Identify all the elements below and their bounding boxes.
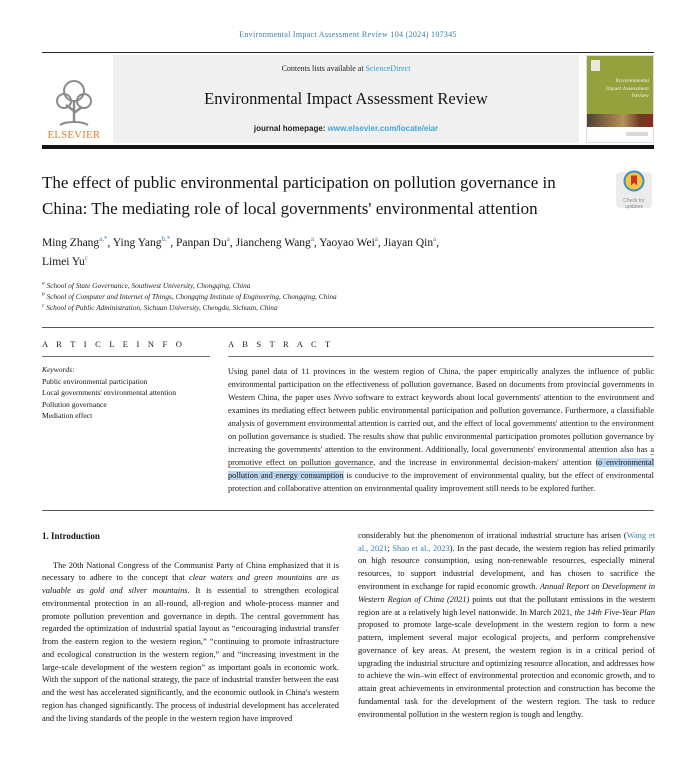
- cover-photo-strip: [587, 114, 653, 127]
- abstract-highlighted-phrase: to environmental pollution and energy consumption: [228, 457, 655, 480]
- author-name: Limei Yu: [42, 255, 85, 268]
- masthead-divider-bar: [42, 145, 654, 149]
- abstract-heading: A B S T R A C T: [228, 338, 334, 349]
- journal-homepage-line: [254, 124, 438, 133]
- author-affil-marker[interactable]: a: [433, 235, 437, 244]
- citation-link[interactable]: Shao et al., 2023: [392, 543, 450, 553]
- keywords-label: Keywords:: [42, 364, 75, 374]
- body-right-column: [358, 530, 655, 726]
- article-info-rule: [42, 356, 210, 357]
- body-left-column: [42, 530, 339, 726]
- article-info-heading: A R T I C L E I N F O: [42, 338, 186, 349]
- masthead: [42, 52, 654, 143]
- journal-homepage-link[interactable]: www.elsevier.com/locate/eiar: [327, 124, 439, 133]
- check-for-updates-badge[interactable]: [614, 172, 654, 208]
- journal-citation-link[interactable]: Environmental Impact Assessment Review 104 (2024) 107345: [239, 30, 457, 39]
- author-name: Yaoyao Wei: [319, 237, 375, 249]
- intro-paragraph-left: The 20th National Congress of the Communist Party of China emphasized that it is necessary to adhere to the concept that clear waters and green mountains are as valuable as gold and silver mountains. It is essential to strengthen ecological environmental protection in an all-round, all-region and whole-process manner and promote pollution prevention and governance in depth. The central government has regarded the optimization of industrial spatial layout as “encouraging industrial transfer from the eastern region to the western region,” “continuing to promote infrastructure and ecological construction in the western region,” and “increasing investment in the large-scale development of the western region” as important goals in economic work. With the support of the national strategy, the pace of industrial transfer between the east and the west has accelerated significantly, and the economic outlook in China's western region has changed significantly. The process of industrial development has accelerated and the living standards of the people in the western region have improved: [42, 560, 340, 723]
- check-for-updates-label: Check for updates: [623, 197, 645, 210]
- author-line-1: Ming Zhang$^{a,*}$, Ying Yang$^{b,*}$, Panpan Du$^a$, Jiancheng Wang$^a$, Yaoyao Wei$^a$, Jiayan Qin$^a$,: [42, 235, 440, 249]
- abstract-software-name: Nvivo: [333, 392, 353, 402]
- cover-title: Environmental Impact Assessment Review: [605, 78, 649, 100]
- article-body: [42, 530, 654, 726]
- plan-title-italic: the 14th Five-Year Plan: [574, 607, 656, 617]
- section-divider: [42, 327, 654, 328]
- author-line-2: [42, 253, 654, 272]
- section-heading-introduction: 1. Introduction: [42, 530, 100, 541]
- contents-list-line: [282, 64, 411, 73]
- author-name: Jiayan Qin: [383, 237, 434, 249]
- author-name: Ming Zhang: [42, 237, 100, 249]
- elsevier-logo[interactable]: [42, 55, 106, 143]
- abstract-rule: [228, 356, 654, 357]
- abstract-underlined-phrase: a promotive effect on pollution governance: [228, 444, 654, 467]
- elsevier-tree-icon: [52, 77, 96, 129]
- masthead-center: [113, 55, 579, 143]
- cover-publisher-mark-icon: [591, 60, 600, 71]
- journal-title: Environmental Impact Assessment Review: [204, 88, 488, 108]
- affiliation-item: $^a$ School of State Governance, Southwest University, Chongqing, China: [42, 280, 251, 290]
- cover-footer: [587, 127, 653, 142]
- report-title-italic: Annual Report on Development in Western Region of China (2021): [358, 581, 656, 604]
- author-affil-marker[interactable]: a: [310, 235, 314, 244]
- author-affil-marker[interactable]: a: [226, 235, 230, 244]
- elsevier-wordmark: ELSEVIER: [47, 130, 101, 141]
- keyword-item: Mediation effect: [42, 410, 93, 420]
- keyword-item: Local governments' environmental attention: [42, 388, 177, 398]
- author-affil-marker[interactable]: a: [374, 235, 378, 244]
- affiliation-list: [42, 281, 654, 314]
- author-name: Jiancheng Wang: [235, 237, 311, 249]
- intro-paragraph-right: considerably but the phenomenon of irrational industrial structure has arisen (Wang et al., 2021; Shao et al., 2023). In the past decade, the western region has relied primarily on high resource consumption, using non-renewable resources, especially mineral resources, to support industrial development, and has chosen to sacrifice the environment in exchange for rapid economic growth. Annual Report on Development in Western Region of China (2021) points out that the pollutant emissions in the western region are at a relatively high level nationwide. In March 2021, the 14th Five-Year Plan proposed to promote large-scale development in the western region to form a new pattern, implement several major ecological projects, and perform comprehensive governance of key areas. At present, the western region is in a critical period of upgrading the industrial structure and optimizing resource allocation, and addresses how to achieve the win–win effect of environmental protection and economic growth, and to attain great achievements in environmental protection and construction has become the fundamental task for the development of the western region. The task to reduce environmental pollution in the western region is tough and lengthy.: [358, 530, 656, 719]
- abstract-panel: [228, 339, 654, 495]
- sciencedirect-link[interactable]: ScienceDirect: [365, 64, 411, 73]
- contents-prefix: Contents lists available at: [281, 64, 366, 73]
- journal-cover-thumbnail[interactable]: [586, 55, 654, 143]
- author-affil-marker[interactable]: a,*: [99, 235, 108, 244]
- author-list: [42, 234, 654, 272]
- homepage-label: journal homepage:: [253, 124, 328, 133]
- author-name: Panpan Du: [175, 237, 227, 249]
- article-title: The effect of public environmental participation on pollution governance in China: The mediating role of local governments' environmental attention: [42, 173, 556, 218]
- affiliation-item: $^b$ School of Computer and Internet of Things, Chongqing Institute of Engineering, Chongqing, China: [42, 291, 337, 301]
- author-affil-marker[interactable]: c: [84, 254, 88, 263]
- check-for-updates-icon: [623, 170, 645, 197]
- intro-italic-quote: clear waters and green mountains are as valuable as gold and silver mountains: [42, 573, 340, 596]
- journal-cover-top: [587, 56, 653, 114]
- keyword-item: Public environmental participation: [42, 376, 148, 386]
- abstract-bottom-divider: [42, 510, 654, 511]
- citation-link[interactable]: Wang et al., 2021: [358, 530, 656, 553]
- author-name: Ying Yang: [112, 237, 162, 249]
- author-affil-marker[interactable]: b,*: [161, 235, 171, 244]
- affiliation-item: $^c$ School of Public Administration, Sichuan University, Chengdu, Sichuan, China: [42, 302, 278, 312]
- keyword-item: Pollution governance: [42, 399, 107, 409]
- article-info-panel: [42, 339, 210, 495]
- abstract-text: Using panel data of 11 provinces in the western region of China, the paper empirically analyzes the influence of public environmental participation on the effectiveness of pollution governance. Based on documents from provincial governments in Western China, the paper uses Nvivo software to extract keywords about local governments' attention to the environment and examines its mediating effect between public environmental participation and pollution governance. Furthermore, a classifiable analysis of government environmental attention is carried out, and the effect of local governments' attention to the environment on pollution governance is studied. The results show that public environmental participation promotes pollution governance by increasing the governments' attention to the environment. Additionally, local governments' environmental attention also has a promotive effect on pollution governance, and the increase in environmental decision-makers' attention to environmental pollution and energy consumption is conducive to the improvement of environmental quality, but the effect of environmental protection and collaborative attention on environmental quality improvement still needs to be explored further.: [228, 366, 655, 493]
